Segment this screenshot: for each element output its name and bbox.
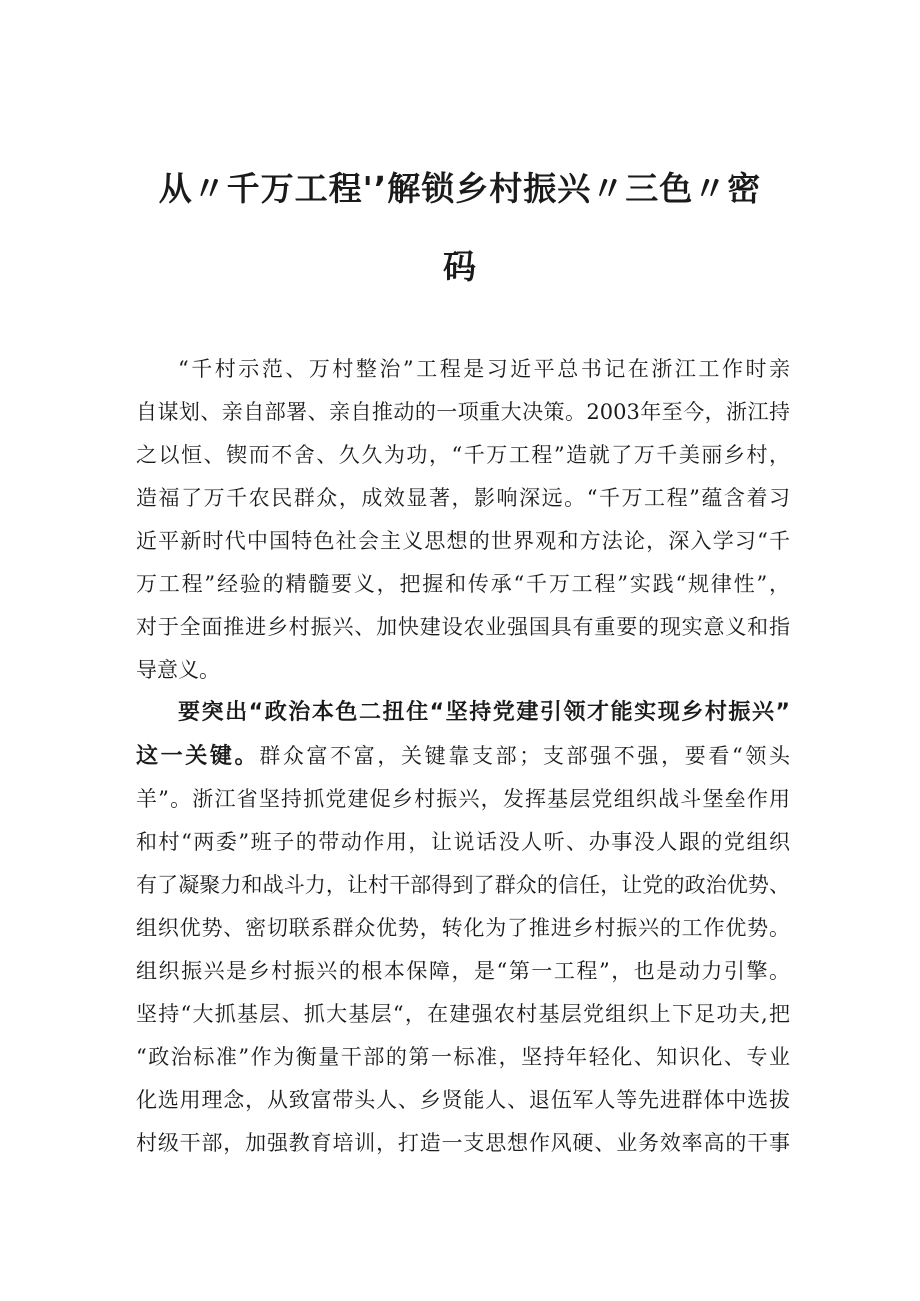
paragraph-line: 组织振兴是乡村振兴的根本保障，是“第一工程”，也是动力引擎。 — [136, 959, 790, 983]
paragraph-line-rest: 群众富不富，关键靠支部；支部强不强，要看“领头 — [259, 744, 790, 768]
paragraph-line: 之以恒、锲而不舍、久久为功，“千万工程”造就了万千美丽乡村， — [136, 443, 790, 467]
document-title-line-2: 码 — [443, 247, 477, 286]
document-title-line-1: 从〃千万工程'’解锁乡村振兴〃三色〃密 — [158, 169, 762, 208]
paragraph-line: 化选用理念，从致富带头人、乡贤能人、退伍军人等先进群体中选拔 — [136, 1088, 790, 1112]
paragraph-line: 近平新时代中国特色社会主义思想的世界观和方法论，深入学习“千 — [136, 529, 790, 553]
paragraph-line — [136, 738, 790, 774]
paragraph-line: 自谋划、亲自部署、亲自推动的一项重大决策。2003年至今，浙江持 — [136, 400, 790, 424]
paragraph-line: 有了凝聚力和战斗力，让村干部得到了群众的信任，让党的政治优势、 — [136, 873, 790, 897]
paragraph-line: 对于全面推进乡村振兴、加快建设农业强国具有重要的现实意义和指 — [136, 615, 790, 639]
paragraph-line: 导意义。 — [136, 658, 220, 682]
paragraph-line: 组织优势、密切联系群众优势，转化为了推进乡村振兴的工作优势。 — [136, 916, 790, 940]
paragraph-heading-line: 要突出“政治本色二扭住“坚持党建引领才能实现乡村振兴” — [178, 700, 790, 725]
paragraph-line: “千村示范、万村整治”工程是习近平总书记在浙江工作时亲 — [178, 357, 790, 381]
paragraph-line: 造福了万千农民群众，成效显著，影响深远。“千万工程”蕴含着习 — [136, 486, 790, 510]
paragraph-line: 坚持“大抓基层、抓大基层“，在建强农村基层党组织上下足功夫,把 — [136, 1002, 790, 1026]
paragraph-line: 村级干部，加强教育培训，打造一支思想作风硬、业务效率高的干事 — [136, 1131, 790, 1155]
paragraph-heading-end: 这一关键。 — [136, 744, 260, 769]
paragraph-line: “政治标准”作为衡量干部的第一标准，坚持年轻化、知识化、专业 — [136, 1045, 790, 1069]
paragraph-line: 和村“两委”班子的带动作用，让说话没人听、办事没人跟的党组织 — [136, 830, 790, 854]
paragraph-line: 羊”。浙江省坚持抓党建促乡村振兴，发挥基层党组织战斗堡垒作用 — [136, 787, 790, 811]
paragraph-line: 万工程”经验的精髓要义，把握和传承“千万工程”实践“规律性”， — [136, 572, 790, 596]
